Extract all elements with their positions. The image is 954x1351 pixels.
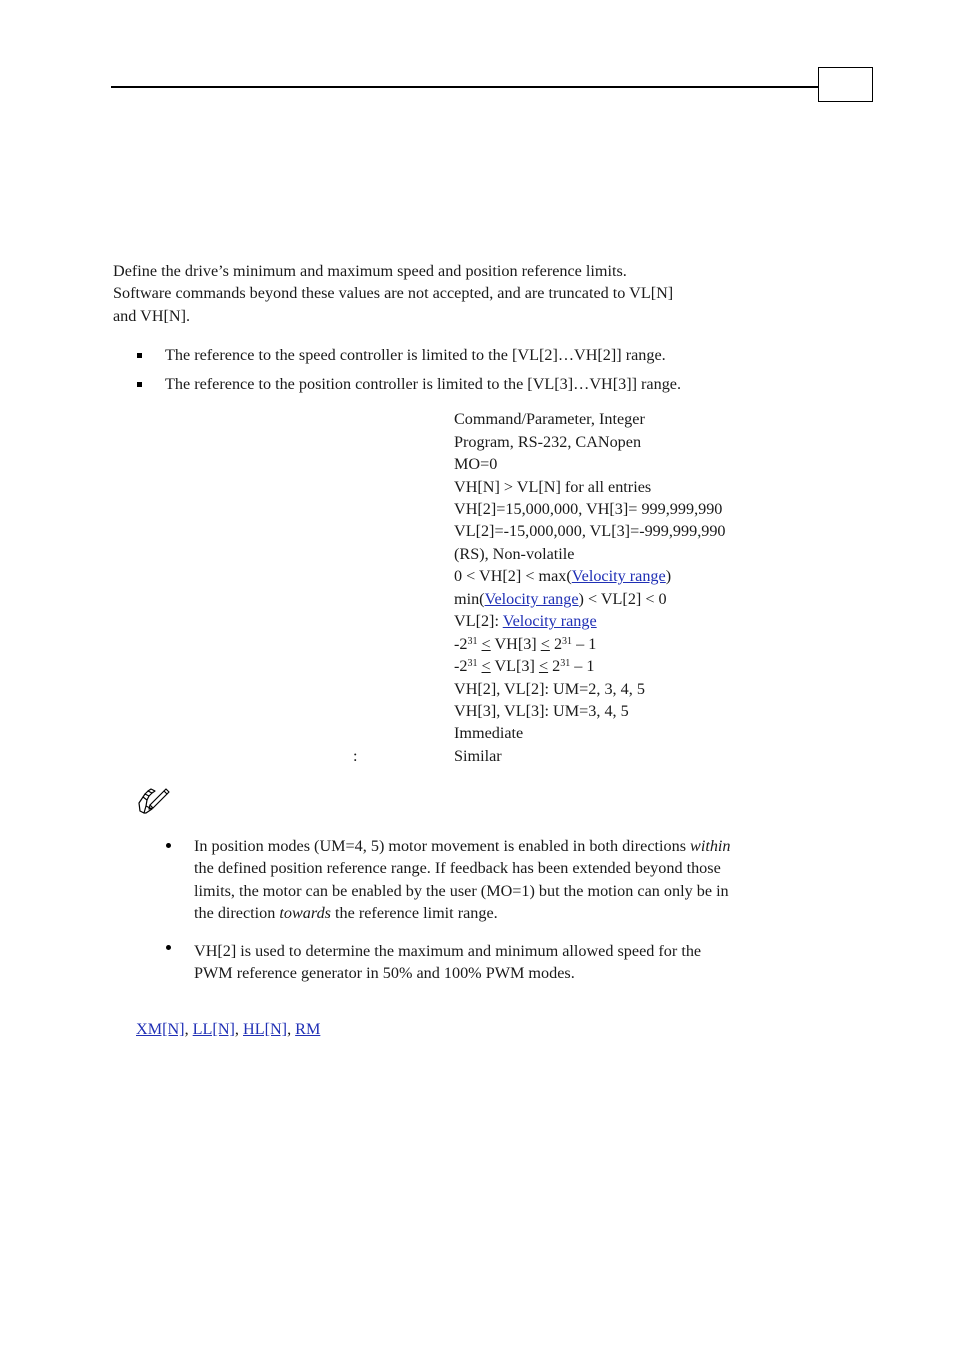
attr-activation: Immediate bbox=[454, 724, 524, 742]
note-line: the defined position reference range. If feedback has been extended beyond those bbox=[194, 859, 721, 878]
velocity-range-link[interactable]: Velocity range bbox=[571, 567, 666, 585]
attr-modes-2: VH[2], VL[2]: UM=2, 3, 4, 5 bbox=[454, 680, 645, 698]
emphasis: within bbox=[690, 837, 731, 855]
round-bullet-icon bbox=[166, 945, 171, 950]
exponent: 31 bbox=[467, 636, 478, 647]
text: VH[3] bbox=[494, 635, 537, 653]
attr-range-rule: VH[N] > VL[N] for all entries bbox=[454, 478, 652, 496]
attr-similar: Similar bbox=[454, 747, 502, 765]
intro-paragraph bbox=[113, 260, 813, 327]
attr-modes-3: VH[3], VL[3]: UM=3, 4, 5 bbox=[454, 702, 629, 720]
text: VL[2]: bbox=[454, 612, 503, 630]
text: – 1 bbox=[574, 657, 595, 675]
attr-vl2-ref bbox=[454, 612, 597, 631]
emphasis: towards bbox=[279, 903, 331, 922]
separator: , bbox=[287, 1020, 296, 1038]
note-line bbox=[194, 835, 822, 857]
exponent: 31 bbox=[467, 658, 478, 669]
velocity-range-link[interactable]: Velocity range bbox=[502, 612, 597, 630]
text: 2 bbox=[552, 657, 561, 675]
bullet-text: The reference to the position controller is limited to the [VL[3]…VH[3]] range. bbox=[165, 375, 682, 393]
text: – 1 bbox=[576, 635, 597, 653]
attr-vl2-range bbox=[454, 590, 667, 609]
attr-type: Command/Parameter, Integer bbox=[454, 410, 645, 428]
text: In position modes (UM=4, 5) motor movement is enabled in both directions bbox=[194, 837, 691, 855]
attr-colon: : bbox=[353, 747, 358, 765]
note-line: PWM reference generator in 50% and 100% PWM modes. bbox=[194, 964, 575, 983]
text: ) < VL[2] < 0 bbox=[578, 590, 667, 608]
note-item bbox=[194, 940, 822, 985]
text: the reference limit range. bbox=[330, 903, 498, 922]
note-line: VH[2] is used to determine the maximum and minimum allowed speed for the bbox=[194, 942, 702, 960]
attr-default-low: VL[2]=-15,000,000, VL[3]=-999,999,990 bbox=[454, 522, 726, 540]
attr-vl3-range bbox=[454, 657, 595, 676]
text: VL[3] bbox=[494, 657, 535, 675]
square-bullet-icon bbox=[137, 382, 142, 387]
intro-line: Software commands beyond these values are not accepted, and are truncated to VL[N] bbox=[113, 284, 674, 303]
link-xm[interactable]: XM[N] bbox=[136, 1020, 185, 1038]
attr-restrictions: MO=0 bbox=[454, 455, 498, 473]
le-symbol: < bbox=[540, 635, 550, 653]
attr-vh3-range bbox=[454, 635, 596, 654]
attr-vh2-range bbox=[454, 567, 671, 586]
see-also-links bbox=[136, 1020, 320, 1039]
exponent: 31 bbox=[562, 636, 573, 647]
header-rule bbox=[111, 86, 819, 88]
link-rm[interactable]: RM bbox=[295, 1020, 321, 1038]
text: -2 bbox=[454, 657, 468, 675]
note-line bbox=[194, 902, 822, 924]
attr-save: (RS), Non-volatile bbox=[454, 545, 575, 563]
note-item bbox=[194, 835, 822, 924]
intro-line: Define the drive’s minimum and maximum speed and position reference limits. bbox=[113, 262, 627, 280]
page-number-box bbox=[818, 67, 873, 102]
text: min( bbox=[454, 590, 485, 608]
velocity-range-link[interactable]: Velocity range bbox=[484, 590, 579, 608]
square-bullet-icon bbox=[137, 353, 142, 358]
separator: , bbox=[184, 1020, 193, 1038]
attr-default-high: VH[2]=15,000,000, VH[3]= 999,999,990 bbox=[454, 500, 723, 518]
le-symbol: < bbox=[481, 635, 491, 653]
text: -2 bbox=[454, 635, 468, 653]
link-ll[interactable]: LL[N] bbox=[192, 1020, 235, 1038]
exponent: 31 bbox=[560, 658, 571, 669]
note-line: limits, the motor can be enabled by the user (MO=1) but the motion can only be in bbox=[194, 881, 729, 900]
link-hl[interactable]: HL[N] bbox=[243, 1020, 288, 1038]
note-icon bbox=[136, 785, 170, 817]
separator: , bbox=[234, 1020, 243, 1038]
le-symbol: < bbox=[481, 657, 491, 675]
attr-source: Program, RS-232, CANopen bbox=[454, 433, 642, 451]
text: 0 < VH[2] < max( bbox=[454, 567, 572, 585]
bullet-text: The reference to the speed controller is limited to the [VL[2]…VH[2]] range. bbox=[165, 346, 666, 364]
text: the direction bbox=[194, 903, 280, 922]
text: 2 bbox=[553, 635, 563, 653]
text: ) bbox=[665, 567, 672, 585]
intro-line: and VH[N]. bbox=[113, 306, 191, 325]
round-bullet-icon bbox=[166, 843, 171, 848]
le-symbol: < bbox=[538, 657, 549, 675]
